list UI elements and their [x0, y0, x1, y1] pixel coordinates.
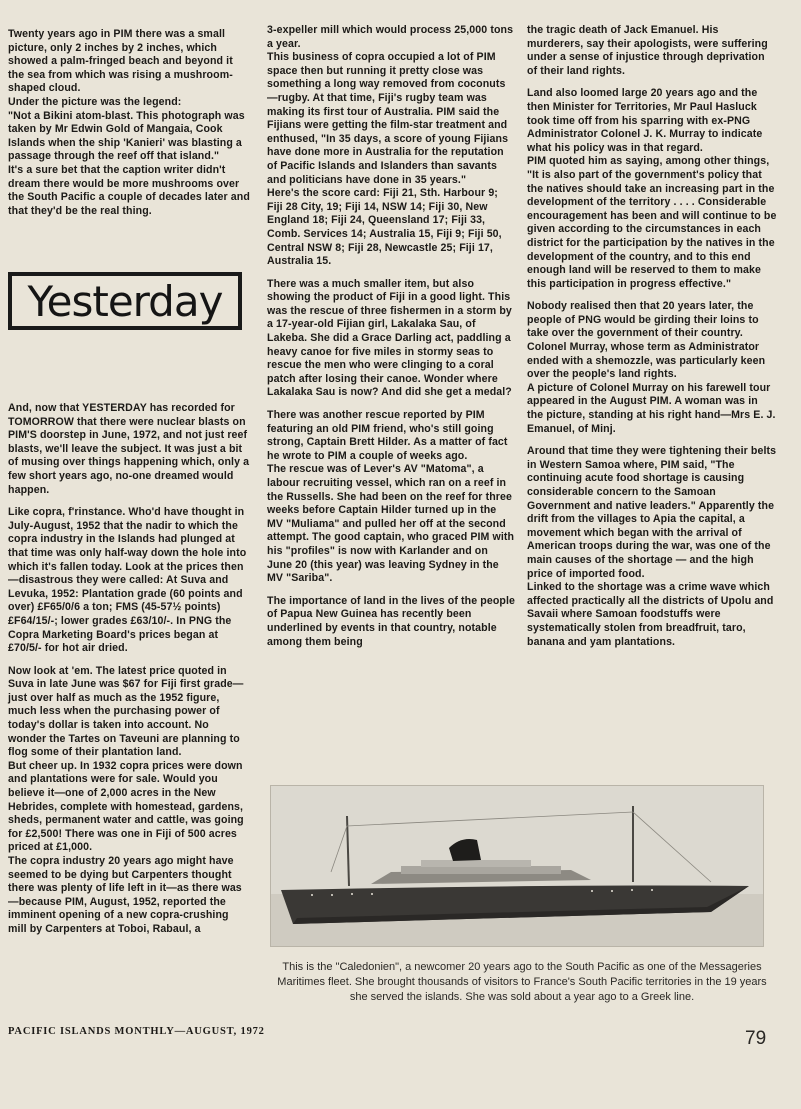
column-1-top — [8, 28, 250, 227]
page-number: 79 — [745, 1028, 767, 1049]
column-1-bottom — [8, 402, 250, 946]
yesterday-heading-box — [8, 272, 242, 330]
paragraph: And, now that YESTERDAY has recorded for TOMORROW that there were nuclear blasts on PIM'S doorstep in June, 1972, and not just reef blasts, we'll leave the subject. It was just a bit of musing over things happening which, only a few short years ago, no-one dreamed would happen. — [8, 402, 250, 496]
paragraph: The importance of land in the lives of the people of Papua New Guinea has recently been underlined by events in that country, notable among them being — [267, 594, 515, 648]
paragraph: Around that time they were tightening their belts in Western Samoa where, PIM said, "The continuing acute food shortage is causing considerable concern to the Samoan Government and native leaders." Apparently the drift from the villages to Apia the capital, a movement which began with the arrival of American troops during the war, was one of the main causes of the shortage — and the high price of imported food. Linked to the shortage was a crime wave which affected practically all the districts of Upolu and Savaii where Samoan foodstuffs were systematically stolen from breadfruit, taro, banana and yam plantations. — [527, 445, 777, 648]
paragraph: There was another rescue reported by PIM featuring an old PIM friend, who's still going strong, Captain Brett Hilder. As a matter of fact he wrote to PIM a couple of weeks ago. The rescue was of Lever's AV "Matoma", a labour recruiting vessel, which ran on a reef in the Russells. She had been on the reef for three weeks before Captain Hilder turned up in the MV "Muliama" and pulled her off at the second attempt. The good captain, who graced PIM with his "profiles" is now with Karlander and on June 20 (this year) was leaving Sydney in the MV "Sariba". — [267, 409, 515, 585]
paragraph: There was a much smaller item, but also showing the product of Fiji in a good light. This was the rescue of three fishermen in a storm by a 17-year-old Fijian girl, Lakalaka Sau, of Lakeba. She did a Grace Darling act, paddling a heavy canoe for five miles in stormy seas to rescue the men who were clinging to a coral patch after losing their canoe. Wonder where Lakalaka Sau is now? And did she get a medal? — [267, 277, 512, 399]
section-heading: Yesterday — [27, 276, 223, 326]
paragraph: Nobody realised then that 20 years later, the people of PNG would be girding their loins to take over the government of their country. Colonel Murray, whose term as Administrator ended with a shemozzle, was particularly keen over the people's land rights. A picture of Colonel Murray on his farewell tour appeared in the August PIM. A woman was in the picture, standing at his right hand—Mrs E. J. Emanuel, of Minj. — [527, 300, 776, 435]
paragraph: Now look at 'em. The latest price quoted in Suva in late June was $67 for Fiji first grade—just over half as much as the 1952 figure, much less when the purchasing power of today's dollar is taken into account. No wonder the Tartes on Taveuni are planning to flog some of their plantation land. But cheer up. In 1932 copra prices were down and plantations were for sale. Would you believe it—one of 2,000 acres in the New Hebrides, complete with homestead, gardens, sheds, permanent water and cattle, was going for £2,500! There was one in Fiji of 500 acres priced at £1,000. The copra industry 20 years ago might have seemed to be dying but Carpenters thought there was plenty of life left in it—as there was—because PIM, August, 1952, reported the imminent opening of a new copra-crushing mill by Carpenters at Toboi, Rabaul, a — [8, 664, 244, 935]
photo-caption: This is the "Caledonien", a newcomer 20 years ago to the South Pacific as one of the Messageries Maritimes fleet. She brought thousands of visitors to France's South Pacific territories in the 19 years she served the islands. She was sold about a year ago to a Greek line. — [277, 961, 767, 1003]
column-3 — [527, 24, 777, 658]
paragraph: Land also loomed large 20 years ago and the then Minister for Territories, Mr Paul Hasluck took time off from his sparring with ex-PNG Administrator Colonel J. K. Murray to indicate what his policy was in that regard. PIM quoted him as saying, among other things, "It is also part of the government's policy that the natives should take an increasing part in the development of the territory . . . . Considerable encouragement has been and will continue to be given according to the circumstances in each district for the participation by the natives in the development of the country, and to this end enough land will be reserved to them to make this participation in progress effective." — [527, 87, 777, 290]
paragraph: the tragic death of Jack Emanuel. His murderers, say their apologists, were suffering under a sense of injustice through deprivation of their land rights. — [527, 24, 768, 77]
ship-illustration — [271, 786, 763, 946]
ship-photo — [270, 785, 764, 947]
paragraph: 3-expeller mill which would process 25,000 tons a year. This business of copra occupied a lot of PIM space then but running it pretty close was something a long way removed from coconuts—rugby. At that time, Fiji's rugby team was making its first tour of Australia. PIM said the Fijians were getting the film-star treatment and enthused, "In 35 days, a score of young Fijians have done more in Australia for the reputation of Pacific Islands and Islanders than savants and politicians have done in 35 years." Here's the score card: Fiji 21, Sth. Harbour 9; Fiji 28 City, 19; Fiji 14, NSW 14; Fiji 30, New England 18; Fiji 24, Queensland 17; Fiji 33, Comb. Services 14; Australia 15, Fiji 9; Fiji 50, Central NSW 8; Fiji 28, Newcastle 25; Fiji 17, Australia 15. — [267, 24, 514, 268]
footer-publication: PACIFIC ISLANDS MONTHLY—AUGUST, 1972 — [8, 1026, 265, 1037]
column-2 — [267, 24, 515, 658]
paragraph: Twenty years ago in PIM there was a small picture, only 2 inches by 2 inches, which showed a palm-fringed beach and beyond it the sea from which was rising a mushroom-shaped cloud. Under the picture was the legend: "Not a Bikini atom-blast. This photograph was taken by Mr Edwin Gold of Mangaia, Cook Islands when the ship 'Kanieri' was blasting a passage through the reef off that island." It's a sure bet that the caption writer didn't dream there would be more mushrooms over the South Pacific a couple of decades later and that they'd be the real thing. — [8, 28, 250, 217]
paragraph: Like copra, f'rinstance. Who'd have thought in July-August, 1952 that the nadir to which the copra industry in the Islands had plunged at that time was only half-way down the hole into which it's fallen today. Look at the prices then—disastrous they were called: At Suva and Levuka, 1952: Plantation grade (60 points and over) £F65/0/6 a ton; FMS (45-57½ points) £F64/15/-; lower grades £63/10/-. In PNG the Copra Marketing Board's prices began at £70/5/- for hot air dried. — [8, 506, 247, 655]
